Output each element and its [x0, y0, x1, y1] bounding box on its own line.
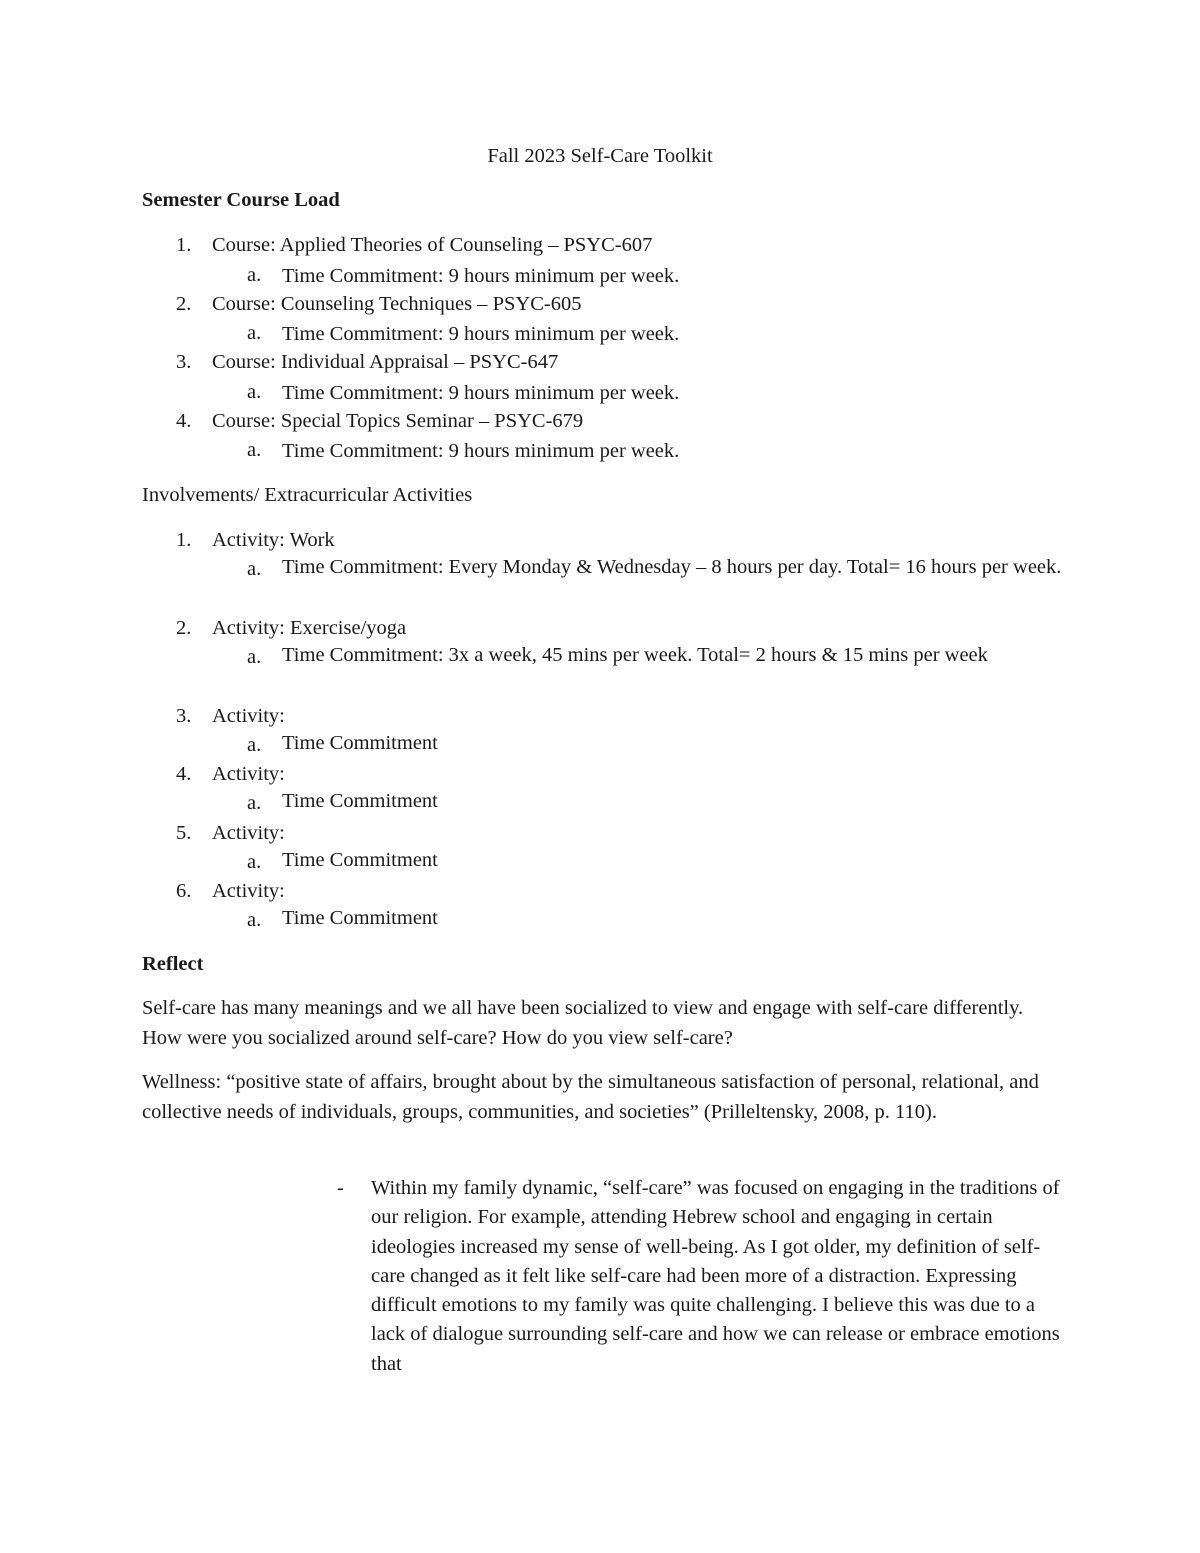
list-item-text: Activity:	[212, 880, 285, 902]
response-bullet: -	[337, 1177, 344, 1199]
list-item-text: Course: Applied Theories of Counseling – PSYC-607	[212, 234, 653, 256]
wellness-definition: Wellness: “positive state of affairs, brought about by the simultaneous satisfaction of personal, relational, and collective needs of individuals, groups, communities, and societies” (Prilleltensky, 2008, p. 110).	[142, 1071, 1039, 1123]
list-item-number: 6.	[176, 880, 192, 902]
list-item-text: Activity:	[212, 705, 285, 727]
list-item-text: Activity: Exercise/yoga	[212, 617, 407, 639]
list-item-number: 4.	[176, 410, 192, 432]
list-item-text: Activity:	[212, 822, 285, 844]
sub-item-letter: a.	[247, 322, 262, 344]
sub-item-letter: a.	[247, 264, 262, 286]
sub-item-letter: a.	[247, 439, 262, 461]
sub-item-text: Time Commitment: 9 hours minimum per week.	[282, 382, 680, 404]
list-item-text: Activity: Work	[212, 529, 335, 551]
sub-item-letter: a.	[247, 646, 262, 668]
sub-item-letter: a.	[247, 734, 262, 756]
sub-item-letter: a.	[247, 792, 262, 814]
sub-item-letter: a.	[247, 851, 262, 873]
sub-item-text: Time Commitment: 9 hours minimum per week.	[282, 323, 680, 345]
sub-item-letter: a.	[247, 909, 262, 931]
reflection-response: Within my family dynamic, “self-care” was focused on engaging in the traditions of our religion. For example, attending Hebrew school and engaging in certain ideologies increased my sense of well-being. As I got older, my definition of self-care changed as it felt like self-care had been more of a distraction. Expressing difficult emotions to my family was quite challenging. I believe this was due to a lack of dialogue surrounding self-care and how we can release or embrace emotions that	[371, 1177, 1060, 1375]
reflect-heading: Reflect	[142, 953, 204, 975]
sub-item-text: Time Commitment	[282, 907, 438, 929]
list-item-text: Course: Individual Appraisal – PSYC-647	[212, 351, 559, 373]
sub-item-text: Time Commitment	[282, 790, 438, 812]
list-item-number: 3.	[176, 705, 192, 727]
sub-item-text: Time Commitment: 9 hours minimum per week.	[282, 440, 680, 462]
sub-item-letter: a.	[247, 381, 262, 403]
course-load-heading: Semester Course Load	[142, 189, 340, 211]
list-item-text: Activity:	[212, 763, 285, 785]
sub-item-text: Time Commitment	[282, 732, 438, 754]
list-item-number: 1.	[176, 529, 192, 551]
list-item-number: 3.	[176, 351, 192, 373]
sub-item-text: Time Commitment: 3x a week, 45 mins per week. Total= 2 hours & 15 mins per week	[282, 644, 988, 666]
list-item-number: 1.	[176, 234, 192, 256]
list-item-number: 2.	[176, 293, 192, 315]
list-item-text: Course: Special Topics Seminar – PSYC-679	[212, 410, 584, 432]
reflect-prompt: Self-care has many meanings and we all have been socialized to view and engage with self-care differently. How were you socialized around self-care? How do you view self-care?	[142, 997, 1024, 1049]
list-item-number: 5.	[176, 822, 192, 844]
list-item-text: Course: Counseling Techniques – PSYC-605	[212, 293, 582, 315]
sub-item-text: Time Commitment: 9 hours minimum per week.	[282, 265, 680, 287]
list-item-number: 4.	[176, 763, 192, 785]
sub-item-letter: a.	[247, 558, 262, 580]
sub-item-text: Time Commitment: Every Monday & Wednesday – 8 hours per day. Total= 16 hours per week.	[282, 556, 1062, 578]
document-title: Fall 2023 Self-Care Toolkit	[487, 145, 713, 167]
list-item-number: 2.	[176, 617, 192, 639]
sub-item-text: Time Commitment	[282, 849, 438, 871]
activities-heading: Involvements/ Extracurricular Activities	[142, 484, 473, 506]
